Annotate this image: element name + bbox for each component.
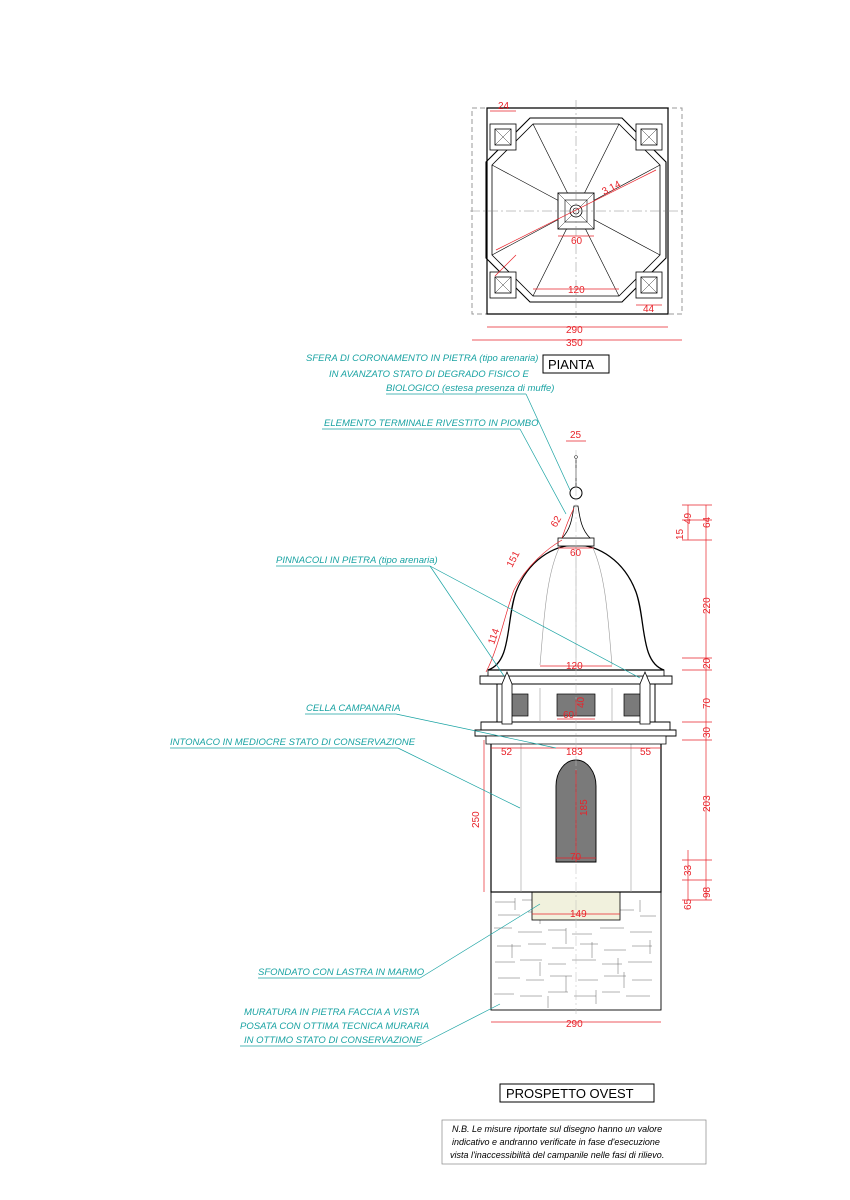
plan-dim-350: 350 xyxy=(566,338,583,349)
elev-dim-120: 120 xyxy=(566,661,583,672)
elev-dim-60-top: 60 xyxy=(570,548,582,559)
plan-dim-314: 3.14 xyxy=(600,179,623,198)
annotation-sfera-line-2: IN AVANZATO STATO DI DEGRADO FISICO E xyxy=(329,369,529,380)
elev-dim-185: 185 xyxy=(579,799,590,816)
right-dim-30: 30 xyxy=(702,726,713,738)
note-line-3: vista l'inaccessibilità del campanile nelle fasi di rilievo. xyxy=(450,1150,665,1160)
elev-dim-25: 25 xyxy=(570,430,582,441)
annotation-intonaco: INTONACO IN MEDIOCRE STATO DI CONSERVAZIONE xyxy=(170,737,416,748)
plan-dim-290: 290 xyxy=(566,325,583,336)
plan-dim-44: 44 xyxy=(643,304,655,315)
right-dim-65: 65 xyxy=(683,898,694,910)
right-dim-70: 70 xyxy=(702,697,713,709)
annotation-elemento: ELEMENTO TERMINALE RIVESTITO IN PIOMBO xyxy=(324,418,539,429)
annotation-muratura-line-3: IN OTTIMO STATO DI CONSERVAZIONE xyxy=(244,1035,423,1046)
annotation-muratura-line-2: POSATA CON OTTIMA TECNICA MURARIA xyxy=(240,1021,430,1032)
right-dim-64: 64 xyxy=(702,516,713,528)
right-dim-20: 20 xyxy=(702,657,713,669)
elev-dim-149: 149 xyxy=(570,909,587,920)
plan-dim-24: 24 xyxy=(498,101,510,112)
elev-dim-183: 183 xyxy=(566,747,583,758)
right-dim-220: 220 xyxy=(702,597,713,614)
elev-dim-62: 62 xyxy=(549,514,565,530)
annotation-sfera-line-1: SFERA DI CORONAMENTO IN PIETRA (tipo arenaria) xyxy=(306,353,539,364)
plan-dim-120: 120 xyxy=(568,285,585,296)
annotation-pinnacoli: PINNACOLI IN PIETRA (tipo arenaria) xyxy=(276,555,438,566)
elev-dim-151: 151 xyxy=(504,549,523,570)
note-line-2: indicativo e andranno verificate in fase d'esecuzione xyxy=(452,1137,660,1147)
annotation-sfera-line-3: BIOLOGICO (estesa presenza di muffe) xyxy=(386,383,555,394)
annotation-sfondato: SFONDATO CON LASTRA IN MARMO xyxy=(258,967,425,978)
annotation-cella: CELLA CAMPANARIA xyxy=(306,703,401,714)
right-dim-15: 15 xyxy=(675,528,686,540)
elev-dim-52: 52 xyxy=(501,747,513,758)
note-line-1: N.B. Le misure riportate sul disegno hanno un valore xyxy=(452,1124,663,1134)
right-dim-49: 49 xyxy=(683,512,694,524)
elevation-view xyxy=(471,430,713,1102)
elev-dim-290: 290 xyxy=(566,1019,583,1030)
right-dim-98: 98 xyxy=(702,886,713,898)
elev-dim-70: 70 xyxy=(570,852,582,863)
right-dim-203: 203 xyxy=(702,795,713,812)
elev-dim-40: 40 xyxy=(576,696,587,708)
elev-dim-250: 250 xyxy=(471,811,482,828)
plan-view xyxy=(470,100,684,373)
elev-dim-114: 114 xyxy=(486,627,503,647)
plan-dim-60: 60 xyxy=(571,236,583,247)
right-dim-33: 33 xyxy=(683,864,694,876)
elevation-title: PROSPETTO OVEST xyxy=(506,1086,634,1101)
elev-dim-60-mid: 60 xyxy=(563,710,575,721)
plan-title: PIANTA xyxy=(548,357,594,372)
note-box xyxy=(442,1120,706,1164)
elev-dim-55: 55 xyxy=(640,747,652,758)
annotation-muratura-line-1: MURATURA IN PIETRA FACCIA A VISTA xyxy=(244,1007,420,1018)
